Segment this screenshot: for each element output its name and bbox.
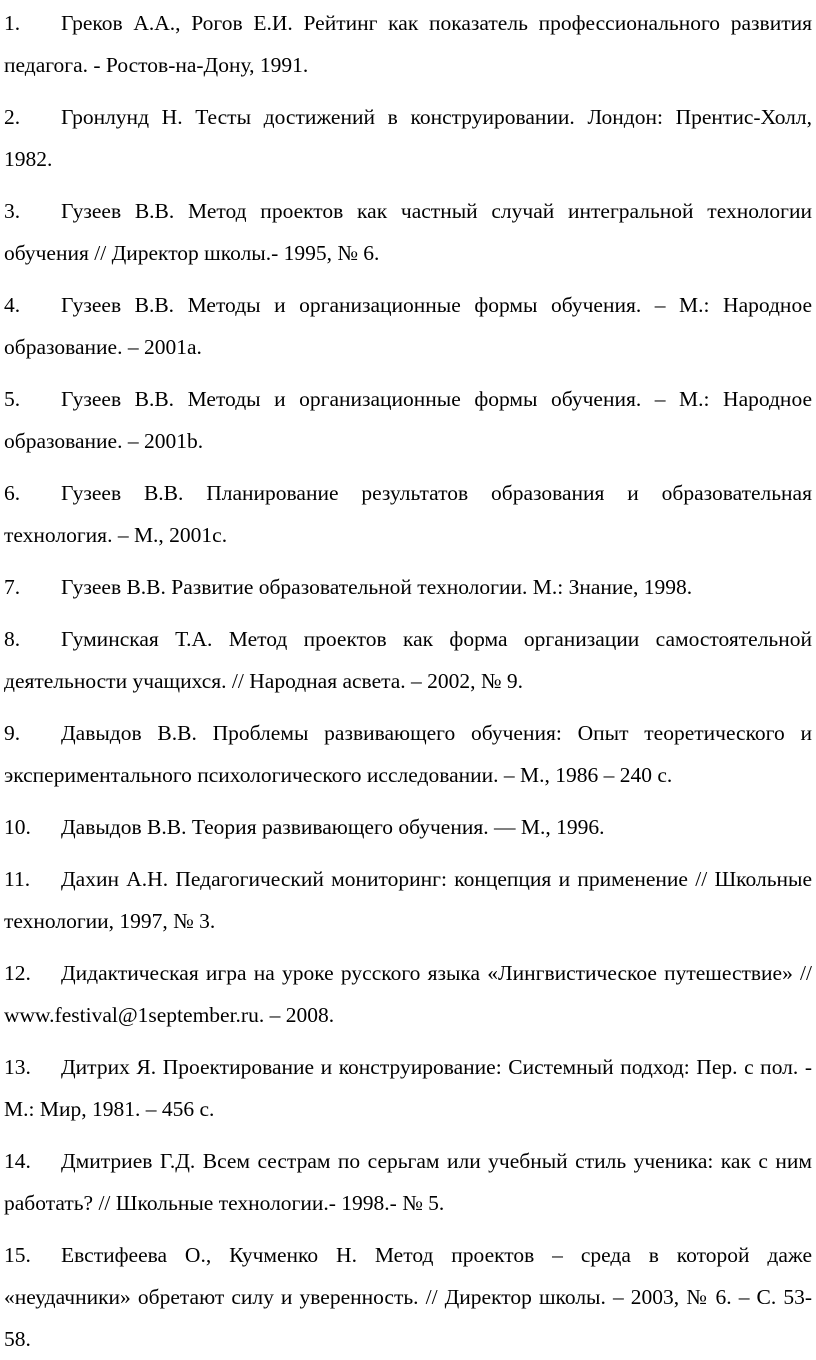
- reference-text: Гуминская Т.А. Метод проектов как форма организации самостоятельной деятельности учащихся. // Народная асвета. – 2002, № 9.: [4, 627, 812, 693]
- reference-number: 7.: [4, 575, 21, 599]
- reference-number: 5.: [4, 387, 21, 411]
- reference-text: Дмитриев Г.Д. Всем сестрам по серьгам или учебный стиль ученика: как с ним работать? // Школьные технологии.- 1998.- № 5.: [4, 1149, 812, 1215]
- reference-item: [4, 1140, 812, 1224]
- reference-text: Дитрих Я. Проектирование и конструирование: Системный подход: Пер. с пол. - М.: Мир, 1981. – 456 с.: [4, 1055, 812, 1121]
- reference-text: Давыдов В.В. Теория развивающего обучения. — М., 1996.: [61, 815, 605, 839]
- reference-text: Евстифеева О., Кучменко Н. Метод проектов – среда в которой даже «неудачники» обретают силу и уверенность. // Директор школы. – 2003, № 6. – С. 53-58.: [4, 1243, 812, 1351]
- reference-text: Гузеев В.В. Планирование результатов образования и образовательная технология. – М., 2001c.: [4, 481, 812, 547]
- reference-text: Гронлунд Н. Тесты достижений в конструировании. Лондон: Прентис-Холл, 1982.: [4, 105, 812, 171]
- reference-number: 12.: [4, 961, 31, 985]
- reference-number: 14.: [4, 1149, 31, 1173]
- reference-list: [4, 2, 812, 1360]
- reference-number: 9.: [4, 721, 21, 745]
- reference-text: Давыдов В.В. Проблемы развивающего обучения: Опыт теоретического и экспериментального психологического исследовании. – М., 1986 – 240 с.: [4, 721, 812, 787]
- reference-item: [4, 1046, 812, 1130]
- reference-item: [4, 472, 812, 556]
- reference-text: Гузеев В.В. Методы и организационные формы обучения. – М.: Народное образование. – 2001a.: [4, 293, 812, 359]
- reference-text: Дидактическая игра на уроке русского языка «Лингвистическое путешествие» // www.festival@1september.ru. – 2008.: [4, 961, 812, 1027]
- reference-item: [4, 566, 812, 608]
- reference-item: [4, 952, 812, 1036]
- reference-item: [4, 2, 812, 86]
- reference-number: 15.: [4, 1243, 31, 1267]
- reference-number: 6.: [4, 481, 21, 505]
- reference-number: 8.: [4, 627, 21, 651]
- reference-text: Гузеев В.В. Метод проектов как частный случай интегральной технологии обучения // Директор школы.- 1995, № 6.: [4, 199, 812, 265]
- reference-text: Дахин А.Н. Педагогический мониторинг: концепция и применение // Школьные технологии, 1997, № 3.: [4, 867, 812, 933]
- reference-item: [4, 858, 812, 942]
- reference-number: 13.: [4, 1055, 31, 1079]
- reference-item: [4, 96, 812, 180]
- reference-number: 10.: [4, 815, 31, 839]
- reference-text: Греков А.А., Рогов Е.И. Рейтинг как показатель профессионального развития педагога. - Ростов-на-Дону, 1991.: [4, 11, 812, 77]
- reference-item: [4, 806, 812, 848]
- reference-text: Гузеев В.В. Развитие образовательной технологии. М.: Знание, 1998.: [61, 575, 693, 599]
- reference-number: 11.: [4, 867, 31, 891]
- reference-item: [4, 190, 812, 274]
- reference-item: [4, 284, 812, 368]
- reference-number: 4.: [4, 293, 21, 317]
- reference-number: 3.: [4, 199, 21, 223]
- reference-text: Гузеев В.В. Методы и организационные формы обучения. – М.: Народное образование. – 2001b.: [4, 387, 812, 453]
- reference-number: 1.: [4, 11, 21, 35]
- reference-item: [4, 378, 812, 462]
- reference-item: [4, 712, 812, 796]
- reference-number: 2.: [4, 105, 21, 129]
- reference-item: [4, 618, 812, 702]
- reference-item: [4, 1234, 812, 1360]
